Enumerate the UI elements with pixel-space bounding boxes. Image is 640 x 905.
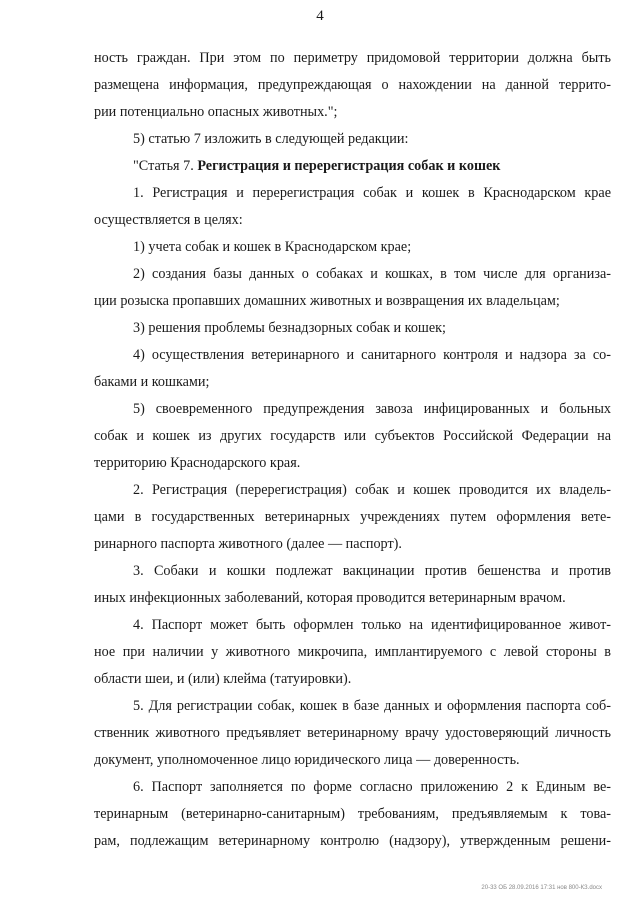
text-line-content: рии потенциально опасных животных."; bbox=[94, 104, 338, 120]
text-line-content: 2) создания базы данных о собаках и кошках, в том числе для организа- bbox=[133, 266, 611, 282]
text-line-content: 3. Собаки и кошки подлежат вакцинации против бешенства и против bbox=[133, 563, 611, 579]
text-line bbox=[94, 207, 611, 234]
text-line-content: ное при наличии у животного микрочипа, имплантируемого с левой стороны в bbox=[94, 644, 611, 660]
text-line bbox=[94, 693, 611, 720]
text-line bbox=[94, 639, 611, 666]
text-line-content: 3) решения проблемы безнадзорных собак и кошек; bbox=[133, 320, 446, 336]
text-line bbox=[94, 261, 611, 288]
text-line bbox=[94, 531, 611, 558]
text-line-content: осуществляется в целях: bbox=[94, 212, 243, 228]
text-line bbox=[94, 126, 611, 153]
text-line-content: рам, подлежащим ветеринарному контролю (надзору), утвержденным решени- bbox=[94, 833, 611, 849]
text-line-content: "Статья 7. bbox=[133, 158, 198, 174]
text-line bbox=[94, 450, 611, 477]
text-line bbox=[94, 747, 611, 774]
page-number: 4 bbox=[316, 8, 324, 24]
text-line bbox=[94, 423, 611, 450]
text-line-content: области шеи, и (или) клейма (татуировки). bbox=[94, 671, 352, 687]
text-line bbox=[94, 369, 611, 396]
text-line bbox=[94, 99, 611, 126]
text-line bbox=[94, 774, 611, 801]
text-line bbox=[94, 72, 611, 99]
text-line bbox=[94, 315, 611, 342]
text-line-content: размещена информация, предупреждающая о нахождении на данной террито- bbox=[94, 77, 611, 93]
text-line bbox=[94, 558, 611, 585]
text-line-content: теринарным (ветеринарно-санитарным) требованиям, предъявляемым к това- bbox=[94, 806, 611, 822]
text-line-content: 4. Паспорт может быть оформлен только на идентифицированное живот- bbox=[133, 617, 611, 633]
footer-file-stamp: 20-33 ОБ 28.09.2016 17:31 нов 800-КЗ.docx bbox=[481, 885, 602, 891]
text-line bbox=[94, 477, 611, 504]
text-line bbox=[94, 396, 611, 423]
body-text bbox=[94, 45, 611, 855]
text-line-content: территорию Краснодарского края. bbox=[94, 455, 301, 471]
text-line bbox=[94, 180, 611, 207]
text-line bbox=[94, 801, 611, 828]
text-line-content: ринарного паспорта животного (далее — паспорт). bbox=[94, 536, 402, 552]
text-line bbox=[94, 45, 611, 72]
text-line bbox=[94, 504, 611, 531]
text-line-content: собак и кошек из других государств или субъектов Российской Федерации на bbox=[94, 428, 611, 444]
text-line-content: 5) статью 7 изложить в следующей редакции: bbox=[133, 131, 409, 147]
text-line-content: цами в государственных ветеринарных учреждениях путем оформления вете- bbox=[94, 509, 611, 525]
text-line bbox=[94, 720, 611, 747]
article-heading: Регистрация и перерегистрация собак и кошек bbox=[197, 158, 501, 174]
text-line bbox=[94, 288, 611, 315]
text-line-content: 1. Регистрация и перерегистрация собак и кошек в Краснодарском крае bbox=[133, 185, 611, 201]
text-line-content: 6. Паспорт заполняется по форме согласно приложению 2 к Единым ве- bbox=[133, 779, 611, 795]
text-line-content: ственник животного предъявляет ветеринарному врачу удостоверяющий личность bbox=[94, 725, 611, 741]
text-line bbox=[94, 342, 611, 369]
text-line-content: 2. Регистрация (перерегистрация) собак и кошек проводится их владель- bbox=[133, 482, 611, 498]
text-line bbox=[94, 153, 611, 180]
text-line-content: 5) своевременного предупреждения завоза инфицированных и больных bbox=[133, 401, 611, 417]
text-line-content: 5. Для регистрации собак, кошек в базе данных и оформления паспорта соб- bbox=[133, 698, 611, 714]
text-line bbox=[94, 612, 611, 639]
text-line-content: ность граждан. При этом по периметру придомовой территории должна быть bbox=[94, 50, 611, 66]
text-line bbox=[94, 666, 611, 693]
text-line-content: баками и кошками; bbox=[94, 374, 210, 390]
text-line-content: ции розыска пропавших домашних животных и возвращения их владельцам; bbox=[94, 293, 560, 309]
text-line-content: 1) учета собак и кошек в Краснодарском крае; bbox=[133, 239, 412, 255]
text-line-content: иных инфекционных заболеваний, которая проводится ветеринарным врачом. bbox=[94, 590, 566, 606]
text-line bbox=[94, 234, 611, 261]
text-line-content: 4) осуществления ветеринарного и санитарного контроля и надзора за со- bbox=[133, 347, 611, 363]
text-line-content: документ, уполномоченное лицо юридического лица — доверенность. bbox=[94, 752, 520, 768]
text-line bbox=[94, 828, 611, 855]
text-line bbox=[94, 585, 611, 612]
